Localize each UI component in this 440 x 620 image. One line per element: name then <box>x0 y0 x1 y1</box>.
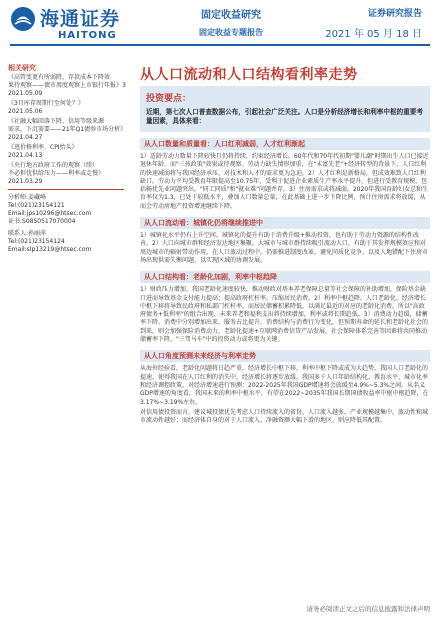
related-item-title: 《高管变更有所弱降，存款成本下降效 <box>8 74 111 81</box>
related-research-heading: 相关研究 <box>8 64 36 72</box>
related-item[interactable] <box>8 144 124 160</box>
logo-chinese-text: 海通证券 <box>40 8 121 30</box>
sidebar <box>8 64 127 254</box>
section-paragraph: 1）适龄劳动力数量下降较快且仍将持续，约束经济增长。60年代和70年代初期"婴儿潮"时期出生人口已接近退休年龄，而"三孩政策"效果或待观察。劳动力缺失情形加重，在"未富先老"+经济转型的背景下，人口红利的快速减弱将与我国经济承压，对技术和人才的需求更为急迫。2）人才红利是新格局，但成效难致人口红利缺口。劳动力平均受教育年限提高至10.75年，受利于促进企业素质生产率水平提升，但进行受教育规模，包括畅优先业问题突出，"同工同质"和"就业难"问题并存。3）住房需求或将减弱。2020年我国育龄妇女总和生育率仅为1.3，已处于较低水平，叠加人口数量总量，在此基础上进一步下降比例，预计住房需求将放缓，从而会劳动房地产投资增速继续下降。 <box>140 153 429 210</box>
section-heading: 从人口流动看：城镇化仍将继续推进中 <box>140 217 430 229</box>
report-date: 2021 年 05 月 18 日 <box>325 29 422 40</box>
highlights-title: 投资要点： <box>146 94 192 104</box>
category-label: 固定收益研究 <box>201 10 261 21</box>
related-item-title: 《3月库存周期行至何处？》 <box>8 100 84 107</box>
contact-tel: Tel:(021)23154124 <box>8 238 65 245</box>
contact-name: 联系人:孙丽萍 <box>8 230 47 237</box>
related-item-title: 需求，下沉需要——21年Q1债券市场分析》 <box>8 126 127 133</box>
logo-english-text: HAITONG <box>58 30 117 41</box>
related-item-title: 《央行地方政府工作的观察（续） <box>8 162 99 169</box>
analyst-tel: Tel:(021)23154121 <box>8 202 65 209</box>
related-item-date: 2021.03.29 <box>8 178 43 185</box>
related-item[interactable] <box>8 100 124 116</box>
sidebar-divider <box>8 189 124 190</box>
header-divider <box>10 44 430 46</box>
analyst-email[interactable]: Email:jps10296@htsec.com <box>8 210 92 217</box>
section-forecast <box>140 350 430 425</box>
section-paragraph: 1）城镇化水平仍有上升空间。城镇化的提升有助于消费升级+推动投资，也有助于劳动力资源的结构性改善。2）人口向城市群和经济发达地区集聚。大城市与城市群持续吸引流动人口，有助于其发挥规模效应和对周边城市的辐射带动作用，在人口流动过程中，仍需推进制度改革，避免同质化竞争，以及人地错配下住房市场出现供需失衡问题，以实现区域的协调发展。 <box>140 232 429 264</box>
report-type-label: 证券研究报告 <box>367 9 422 19</box>
related-item-date: 2021.05.06 <box>8 108 43 115</box>
section-population-flow <box>140 217 430 265</box>
section-heading: 从人口数量和质量看：人口红利减弱，人才红利渐起 <box>140 138 430 150</box>
related-item-date: 2021.05.09 <box>8 90 43 97</box>
related-item-title: 不必担忧供给压力——利率或走慢》 <box>8 170 105 177</box>
report-header <box>0 0 440 64</box>
haitong-logo-icon <box>10 6 36 32</box>
related-item-title: 《逃价格利率、CPI抬头》 <box>8 144 78 151</box>
section-paragraph: 从海外经验看，老龄化问题将日趋严重，经济增长中枢下移，利率中枢下降或成为大趋势，我国人口老龄化的提速，使得我国在人口红利的消失中，经济增长将逐步放缓，我国多于人口年龄结构化、教育水平、城市化率和经济调控政策，对经济增速进行预测：2022-2025年我国GDP增速将会放缓至4.9%~5.3%之间。从名义GDP增速的角度看，我国未来的利率中枢水平，有望在2022~2035年我国长期国债收益率中枢中枢趋降，在3.17%~3.19%左右。 <box>140 365 429 406</box>
related-item-date: 2021.04.13 <box>8 152 43 159</box>
section-paragraph: 对信用债投资而言，建议城投债优先考虑人口持续流入的省份，人口流入越多，产业规模越集中，流动性和城市流动性越好；而经济体自身的对于人口流入、净融资额大幅下滑的地区，则应降低其配置。 <box>140 408 429 425</box>
page-footer: 请务必阅读正文之后的信息披露和法律声明 <box>306 605 430 613</box>
related-item-date: 2021.04.27 <box>8 134 43 141</box>
subcategory-label: 固定收益专题报告 <box>199 28 263 37</box>
section-heading: 从人口角度预测未来经济与利率走势 <box>140 350 430 362</box>
contact-email[interactable]: Email:slp13219@htsec.com <box>8 246 92 253</box>
report-meta <box>325 6 422 40</box>
section-population-quantity <box>140 138 430 211</box>
section-population-structure <box>140 271 430 344</box>
investment-highlights <box>140 86 430 132</box>
related-item[interactable] <box>8 74 124 98</box>
analyst-cert: 证书:S0850517070004 <box>8 218 76 225</box>
section-heading: 从人口结构看：老龄化加剧，利率中枢趋降 <box>140 271 430 283</box>
related-item[interactable] <box>8 118 127 142</box>
report-title: 从人口流动和人口结构看利率走势 <box>140 67 358 83</box>
related-item-title: 《社融大幅回落下降，信用等级来源 <box>8 118 105 125</box>
main-content <box>140 86 430 427</box>
section-paragraph: 1）财政压力增加。我国老龄化速度较快，推动财政对基本养老保障总量等社会保障的补助增加，保险基金缺口进而导致基金支付能力提高；提高政府杠杆率，压缩居民消费。2）利率中枢趋降。人口老龄化、经济增长中枢下移将导致民政府和私部门杠杆率，而居民储蓄积累降低，以满足最近的对应的老龄化消费，所以"高政府债务+低利率"的组合出现，未来养老和福利支出将持续增加，利率或将长期趋低。3）消费动力趋缓，储蓄率下降。消费中分别增加出来，服务占比提升，消费结构与消费行为变化，但预期寿命的延长和老龄化社会的到来，则会加强保险消费动力，老龄化提速+互联网消费信贷产品发展，社会保障体系完善等因素将共同推动储蓄率下降，"三驾马车"中的投资动力或将更为关键。 <box>140 286 429 344</box>
related-item-title: 果待观察——债市周度观察上市银行年报》3 <box>8 82 126 89</box>
related-item[interactable] <box>8 162 124 186</box>
report-category <box>190 6 272 38</box>
analyst-name: 分析师:姜藏峰 <box>8 194 47 201</box>
highlights-body: 近期，第七次人口普查数据公布，引起社会广泛关注。人口是分析经济增长和利率中枢的重要考量因素，具体来看： <box>146 108 423 125</box>
